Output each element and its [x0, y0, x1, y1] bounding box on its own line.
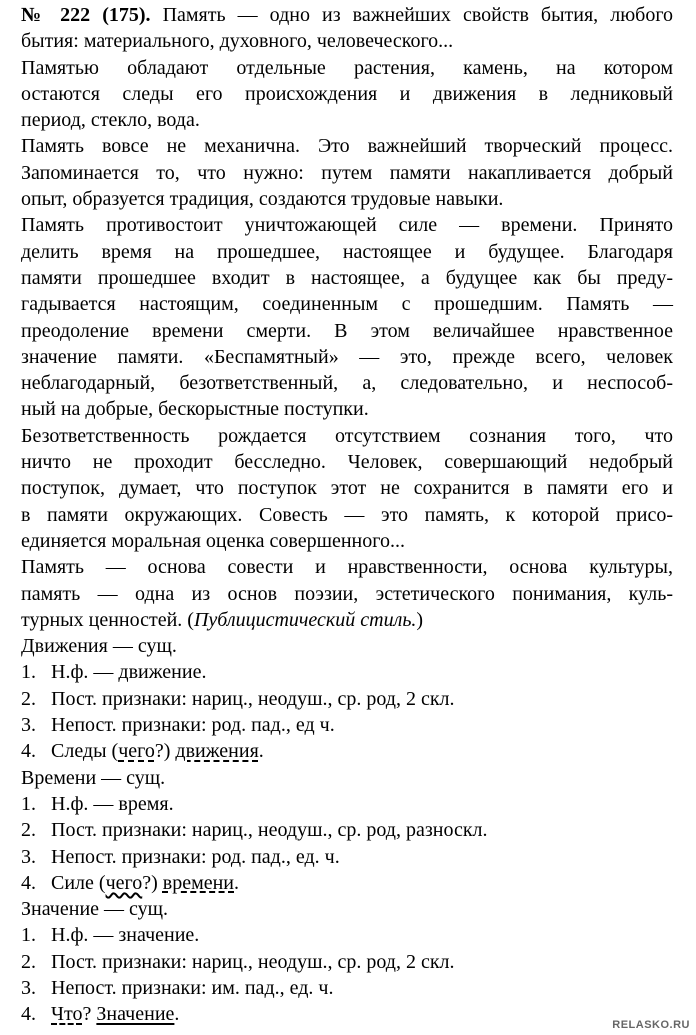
- line: бытия: материального, духовного, человеческого...: [21, 30, 454, 53]
- analysis-item: 3. Непост. признаки: им. пад., ед. ч.: [21, 976, 334, 999]
- exercise-number: № 222 (175).: [21, 4, 151, 26]
- paragraph-1: [21, 2, 673, 55]
- analysis-item: 2. Пост. признаки: нариц., неодуш., ср. род, разноскл.: [21, 819, 488, 842]
- paragraph-4: [21, 212, 673, 422]
- line: опыт, образуется традиция, создаются трудовые навыки.: [21, 188, 504, 211]
- line: гадывается настоящим, соединенным с прошедшим. Память —: [21, 293, 673, 316]
- line: период, стекло, вода.: [21, 109, 200, 132]
- analysis-item-phrase: 4. Что? Значение.: [21, 1003, 180, 1026]
- line: неблагодарный, безответственный, а, следовательно, и неспособ-: [21, 372, 673, 395]
- line: поступок, думает, что поступок этот не сохранится в памяти его и: [21, 477, 673, 500]
- line: ничто не проходит бесследно. Человек, совершающий недобрый: [21, 451, 673, 474]
- analysis-item: 3. Непост. признаки: род. пад., ед. ч.: [21, 845, 340, 868]
- analysis-item: 1. Н.ф. — движение.: [21, 661, 207, 684]
- line: преодоление времени смерти. В этом величайшее нравственное: [21, 319, 673, 342]
- line: памяти прошедшее входит в настоящее, а будущее как бы преду-: [21, 266, 673, 289]
- line: Память вовсе не механична. Это важнейший творческий процесс.: [21, 135, 673, 158]
- line: Запоминается то, что нужно: путем памяти накапливается добрый: [21, 161, 673, 184]
- analysis-block-3: [21, 896, 673, 1027]
- line: Память — основа совести и нравственности, основа культуры,: [21, 556, 673, 579]
- analysis-title: Времени — сущ.: [21, 766, 166, 789]
- analysis-block-1: [21, 633, 673, 764]
- line: остаются следы его происхождения и движения в ледниковый: [21, 82, 673, 105]
- analysis-item-phrase: 4. Следы (чего?) движения.: [21, 740, 264, 763]
- dependent-word: времени: [162, 871, 235, 894]
- subject-word: Значение: [96, 1003, 175, 1026]
- line: память — одна из основ поэзии, эстетического понимания, куль-: [21, 582, 673, 605]
- question-word: чего: [118, 740, 155, 763]
- analysis-title: Значение — сущ.: [21, 898, 169, 921]
- paragraph-3: [21, 133, 673, 212]
- analysis-title: Движения — сущ.: [21, 635, 177, 658]
- analysis-item: 1. Н.ф. — время.: [21, 792, 174, 815]
- paragraph-6: [21, 554, 673, 633]
- line: Безответственность рождается отсутствием сознания того, что: [21, 424, 673, 447]
- question-word: Что: [51, 1003, 83, 1026]
- paragraph-5: [21, 423, 673, 554]
- line: ный на добрые, бескорыстные поступки.: [21, 398, 369, 421]
- line: Памятью обладают отдельные растения, камень, на котором: [21, 56, 673, 79]
- analysis-block-2: [21, 765, 673, 896]
- text-body: [21, 2, 673, 1028]
- line: в памяти окружающих. Совесть — это память, к которой присо-: [21, 503, 673, 526]
- analysis-item: 3. Непост. признаки: род. пад., ед ч.: [21, 714, 335, 737]
- line: значение памяти. «Беспамятный» — это, прежде всего, человек: [21, 345, 673, 368]
- style-note: Публицистический стиль.: [193, 608, 417, 631]
- paragraph-2: [21, 55, 673, 134]
- line: № 222 (175). Память — одно из важнейших свойств бытия, любого: [21, 4, 674, 26]
- question-word: чего: [105, 871, 143, 894]
- analysis-item: 2. Пост. признаки: нариц., неодуш., ср. род, 2 скл.: [21, 687, 455, 710]
- analysis-item: 1. Н.ф. — значение.: [21, 924, 200, 947]
- site-watermark: RELASKO.RU: [612, 1019, 690, 1031]
- line: делить время на прошедшее, настоящее и будущее. Благодаря: [21, 240, 673, 263]
- line: единяется моральная оценка совершенного...: [21, 529, 405, 552]
- analysis-item: 2. Пост. признаки: нариц., неодуш., ср. род, 2 скл.: [21, 950, 455, 973]
- line: Память противостоит уничтожающей силе — времени. Принято: [21, 214, 673, 237]
- dependent-word: движения: [175, 740, 259, 763]
- line: турных ценностей. (Публицистический стиль.): [21, 608, 424, 631]
- analysis-item-phrase: 4. Силе (чего?) времени.: [21, 871, 240, 894]
